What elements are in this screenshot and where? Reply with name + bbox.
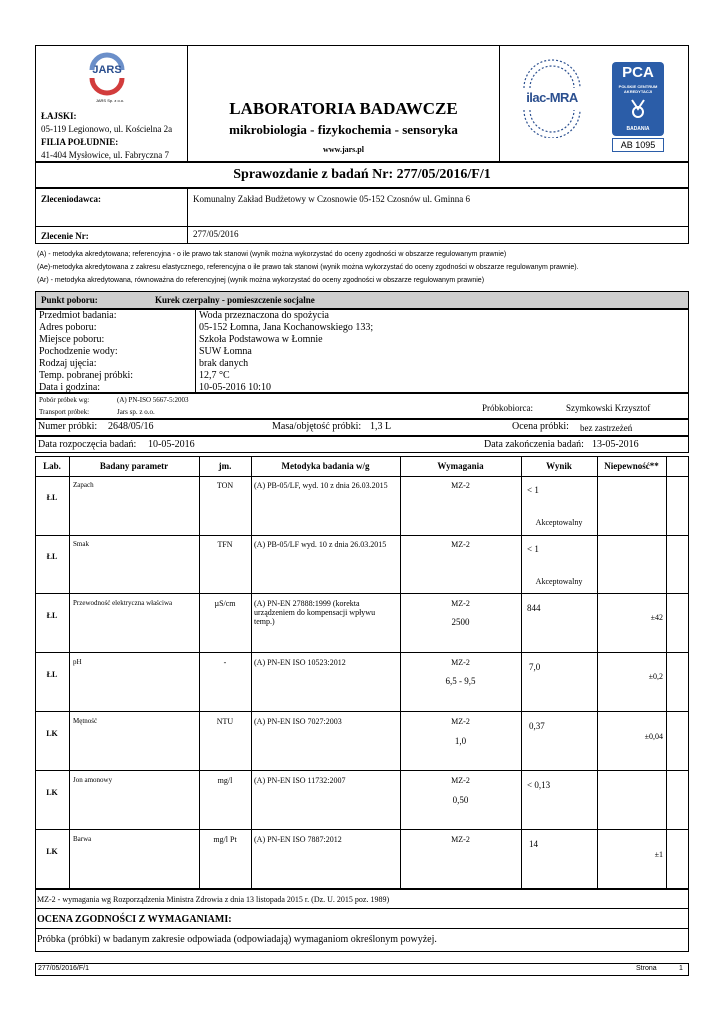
report-title: Sprawozdanie z badań Nr: 277/05/2016/F/1 [233,167,491,182]
sampler-label: Próbkobiorca: [482,403,533,413]
row-requirement: MZ-2 [451,835,470,844]
lab-title: LABORATORIA BADAWCZE [229,99,458,118]
legend-line-a: (A) - metodyka akredytowana; referencyjna - o ile prawo tak stanowi (wynik można wykorzystać do oceny zgodności w obszarze regulowanym prawnie) [37,251,507,258]
sample-label: Przedmiot badania: [39,310,117,321]
jars-logo-text: JARS [92,64,122,76]
sample-value: 12,7 °C [199,370,230,381]
row-parameter: Smak [73,540,89,548]
row-parameter: Jon amonowy [73,776,113,784]
row-lab: LK [46,788,58,797]
lajski-address: 05-119 Legionowo, ul. Kościelna 2a [41,124,173,134]
col-header-result: Wynik [546,461,572,471]
legend-line-ae: (Ae)-metodyka akredytowana z zakresu elastycznego, referencyjna o ile prawo tak stanowi (wynik można wykorzystać do oceny zgodności w obszarze regulowanym prawnie). [37,264,579,271]
order-label: Zlecenie Nr: [41,231,89,241]
row-result: 844 [527,603,541,613]
row-unit: NTU [216,717,234,726]
row-lab: LK [46,847,58,856]
client-value: Komunalny Zakład Budżetowy w Czosnowie 05-152 Czosnów ul. Gminna 6 [193,194,470,204]
jars-logo-sub: JARS Sp. z o.o. [95,98,125,103]
col-header-parameter: Badany parametr [99,461,169,471]
filia-address: 41-404 Mysłowice, ul. Fabryczna 7 [41,150,169,160]
row-method: (A) PB-05/LF wyd. 10 z dnia 26.03.2015 [254,540,387,549]
row-requirement-value: 6,5 - 9,5 [445,676,476,686]
sample-label: Miejsce poboru: [39,334,105,345]
row-result: < 0,13 [527,780,551,790]
sample-number-label: Numer próbki: [38,421,98,432]
row-uncertainty: ±0,2 [648,672,663,681]
sample-number-value: 2648/05/16 [108,421,154,432]
col-header-method: Metodyka badania w/g [281,461,370,471]
row-unit: µS/cm [214,599,236,608]
sample-value: 05-152 Łomna, Jana Kochanowskiego 133; [199,322,374,333]
row-result-note: Akceptowalny [535,518,583,527]
sample-label: Temp. pobranej próbki: [39,370,133,381]
row-result: 0,37 [529,721,545,731]
row-unit: TON [216,481,234,490]
legend-line-ar: (Ar) - metodyka akredytowana, równoważna do referencyjnej (wynik można wykorzystać do oceny zgodności w obszarze regulowanym prawnie) [37,277,485,284]
sampling-point-label: Punkt poboru: [41,295,98,305]
row-requirement: MZ-2 [451,717,470,726]
row-requirement: MZ-2 [451,481,470,490]
row-result: 7,0 [529,662,541,672]
col-header-lab: Lab. [43,461,61,471]
footer-page-number: 1 [679,965,683,972]
row-requirement: MZ-2 [451,776,470,785]
sampling-method-label: Pobór próbek wg: [39,396,90,404]
end-date-value: 13-05-2016 [592,439,639,450]
row-requirement-value: 2500 [451,617,470,627]
row-unit: - [223,658,227,667]
sample-mass-value: 1,3 L [370,421,392,432]
row-unit: TFN [217,540,233,549]
sample-label: Rodzaj ujęcia: [39,358,97,369]
sample-value: Woda przeznaczona do spożycia [199,310,329,321]
start-date-value: 10-05-2016 [148,439,195,450]
row-lab: ŁL [46,493,58,502]
transport-label: Transport próbek: [39,408,90,416]
filia-label: FILIA POŁUDNIE: [41,137,119,147]
end-date-label: Data zakończenia badań: [484,439,584,450]
sample-grade-label: Ocena próbki: [512,421,569,432]
sampler-value: Szymkowski Krzysztof [566,403,651,413]
row-parameter: Zapach [73,481,94,489]
row-result: 14 [529,839,538,849]
row-unit: mg/l [217,776,233,785]
page-footer [35,963,689,976]
row-requirement-value: 0,50 [452,795,469,805]
row-uncertainty: ±0,04 [644,732,663,741]
pca-logo-text: PCA [622,64,654,81]
footer-doc-number: 277/05/2016/F/1 [38,965,89,972]
sampling-method-value: (A) PN-ISO 5667-5:2003 [117,396,189,404]
order-value: 277/05/2016 [193,229,239,239]
sample-value: Szkoła Podstawowa w Łomnie [199,334,323,345]
sample-label: Pochodzenie wody: [39,346,118,357]
row-lab: ŁL [46,552,58,561]
row-result: < 1 [527,544,539,554]
row-uncertainty: ±42 [650,613,663,622]
start-date-label: Data rozpoczęcia badań: [38,439,137,450]
row-parameter: Mętność [73,717,98,725]
conformity-text: Próbka (próbki) w badanym zakresie odpowiada (odpowiadają) wymaganiom określonym powyżej. [37,934,437,945]
sample-label: Adres poboru: [39,322,97,333]
sample-info-values [199,310,373,394]
row-uncertainty: ±1 [654,850,663,859]
pca-logo-sub: POLSKIE CENTRUM AKREDYTACJI [618,84,658,94]
sample-grade-value: bez zastrzeżeń [580,423,633,433]
sample-value: brak danych [199,358,249,369]
lab-subtitle: mikrobiologia - fizykochemia - sensoryka [229,122,458,137]
row-result-note: Akceptowalny [535,577,583,586]
transport-value: Jars sp. z o.o. [117,408,155,416]
pca-badania: BADANIA [626,126,650,132]
sample-info-labels [39,310,133,394]
sample-mass-label: Masa/objętość próbki: [272,421,362,432]
row-lab: ŁL [46,611,58,620]
row-result: < 1 [527,485,539,495]
sample-value: 10-05-2016 10:10 [199,382,271,393]
row-parameter: pH [73,658,82,666]
col-header-uncertainty: Niepewność** [604,461,659,471]
col-header-requirements: Wymagania [437,461,484,471]
website-link[interactable]: www.jars.pl [323,145,364,154]
col-header-unit: jm. [218,461,232,471]
sampling-point-bar [35,291,689,309]
sampling-point-value: Kurek czerpalny - pomieszczenie socjalne [155,295,315,305]
row-parameter: Przewodność elektryczna właściwa [73,599,173,607]
client-label: Zleceniodawca: [41,194,101,204]
sample-label: Data i godzina: [39,382,101,393]
row-method: (A) PB-05/LF, wyd. 10 z dnia 26.03.2015 [254,481,388,490]
row-lab: ŁL [46,670,58,679]
row-unit: mg/l Pt [213,835,237,844]
footer-page-label: Strona [636,965,657,972]
row-method: (A) PN-EN ISO 7887:2012 [254,835,342,844]
sample-value: SUW Łomna [199,346,252,357]
row-requirement-value: 1,0 [454,736,467,746]
row-method: (A) PN-EN 27888:1999 (korekta urządzeniem do kompensacji wpływu temp.) [254,599,376,626]
row-method: (A) PN-EN ISO 11732:2007 [254,776,346,785]
row-lab: LK [46,729,58,738]
pca-emblem-icon [626,97,650,119]
lajski-label: ŁAJSKI: [41,111,77,121]
row-requirement: MZ-2 [451,658,470,667]
row-requirement: MZ-2 [451,540,470,549]
ilac-mra-text: ilac-MRA [526,90,578,105]
mz2-note: MZ-2 - wymagania wg Rozporządzenia Ministra Zdrowia z dnia 13 listopada 2015 r. (Dz. U. 2015 poz. 1989) [37,895,390,904]
row-method: (A) PN-EN ISO 10523:2012 [254,658,346,667]
accreditation-number: AB 1095 [620,140,656,150]
row-parameter: Barwa [73,835,92,843]
conformity-title: OCENA ZGODNOŚCI Z WYMAGANIAMI: [37,914,232,925]
row-method: (A) PN-EN ISO 7027:2003 [254,717,342,726]
row-requirement: MZ-2 [451,599,470,608]
